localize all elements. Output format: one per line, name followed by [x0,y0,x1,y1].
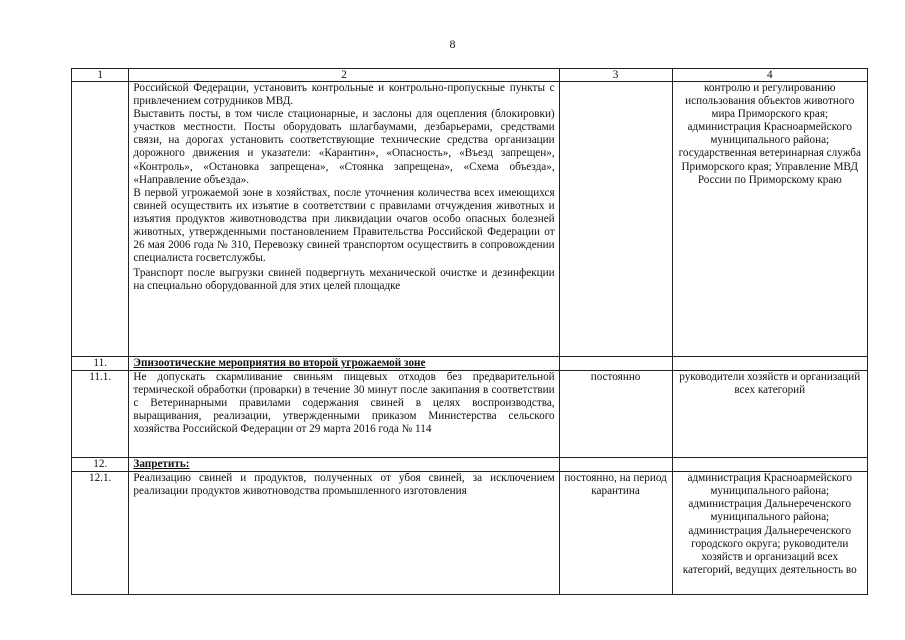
empty-cell [672,357,868,371]
column-header-1: 1 [72,69,129,82]
section-number: 11. [72,357,129,371]
responsible-cell: руководители хозяйств и организаций всех категорий [672,371,868,458]
page-number: 8 [449,37,456,51]
section-title: Запретить: [129,458,559,472]
measure-text-cell: Реализацию свиней и продуктов, полученных от убоя свиней, за исключением реализации продуктов животноводства промышленного изготовления [129,472,559,595]
table-row-11-1 [72,371,868,458]
column-header-4: 4 [672,69,868,82]
measure-text-cell [129,82,559,357]
table-row-12-1 [72,472,868,595]
term-cell [559,82,672,357]
column-header-2: 2 [129,69,559,82]
table-row-continued [72,82,868,357]
row-number: 11.1. [72,371,129,458]
term-cell: постоянно [559,371,672,458]
measure-paragraph: Транспорт после выгрузки свиней подвергнуть механической очистке и дезинфекции на специально оборудованной для этих целей площадке [133,267,555,293]
section-title: Эпизоотические мероприятия во второй угрожаемой зоне [129,357,559,371]
empty-cell [559,458,672,472]
measure-text-cell: Не допускать скармливание свиньям пищевых отходов без предварительной термической обработки (проварки) в течение 30 минут после закипания в соответствии с Ветеринарными правилами содержания свиней в целях воспроизводства, выращивания, реализации, утвержденными приказом Министерства сельского хозяйства Российской Федерации от 29 марта 2016 года № 114 [129,371,559,458]
section-number: 12. [72,458,129,472]
section-row-12 [72,458,868,472]
row-number-cell [72,82,129,357]
responsible-cell: администрация Красноармейского муниципального района; администрация Дальнереченского муниципального района; администрация Дальнереченского городского округа; руководители хозяйств и организаций всех категорий, ведущих деятельность во [672,472,868,595]
measure-paragraph: В первой угрожаемой зоне в хозяйствах, после уточнения количества всех имеющихся свиней осуществить их изъятие в соответствии с правилами отчуждения животных и изъятия продуктов животноводства при ликвидации очагов особо опасных болезней животных, утвержденными постановлением Правительства Российской Федерации от 26 мая 2006 года № 310, Перевозку свиней транспортом осуществить в сопровождении специалиста госветслужбы. [133,186,555,265]
empty-cell [672,458,868,472]
measure-paragraph: Российской Федерации, установить контрольные и контрольно-пропускные пункты с привлечением сотрудников МВД. [133,82,555,108]
table-header-row [72,69,868,82]
empty-cell [559,357,672,371]
measure-paragraph: Выставить посты, в том числе стационарные, и заслоны для оцепления (блокировки) участков местности. Посты оборудовать шлагбаумами, дезбарьерами, средствами связи, на дорогах установить соответствующие технические средства организации дорожного движения и указатели: «Карантин», «Опасность», «Въезд запрещен», «Контроль», «Остановка запрещена», «Стоянка запрещена», «Схема объезда», «Направление объезда». [133,108,555,186]
section-row-11 [72,357,868,371]
column-header-3: 3 [559,69,672,82]
responsible-cell: контролю и регулированию использования объектов животного мира Приморского края; администрация Красноармейского муниципального района; государственная ветеринарная служба Приморского края; Управление МВД России по Приморскому краю [672,82,868,357]
term-cell: постоянно, на период карантина [559,472,672,595]
measures-table [71,68,868,595]
row-number: 12.1. [72,472,129,595]
